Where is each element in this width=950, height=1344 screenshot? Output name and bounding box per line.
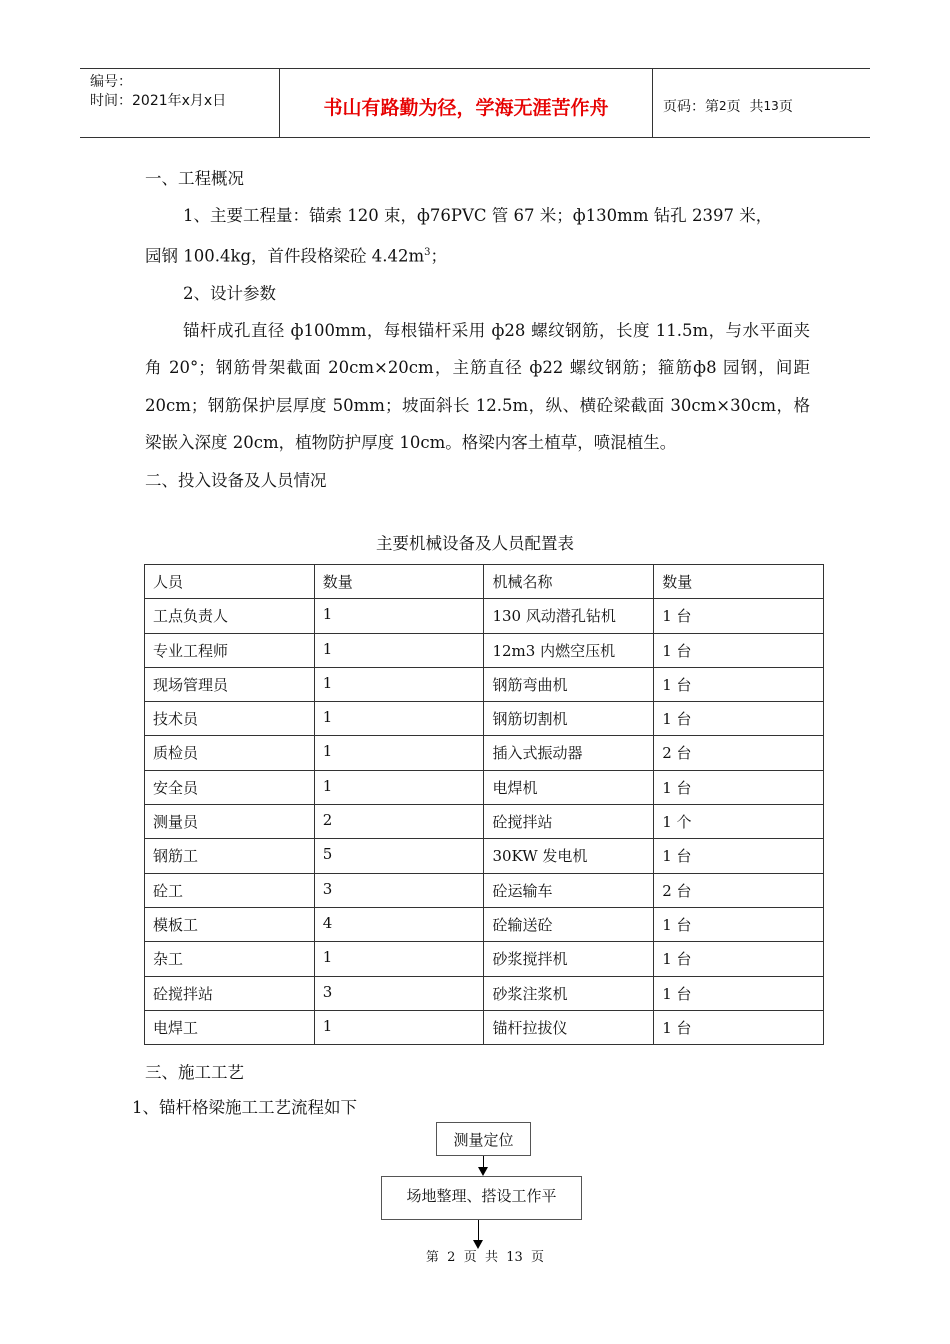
table-cell: 砼搅拌站	[484, 805, 654, 839]
table-row	[145, 599, 824, 633]
table-cell: 砼输送砼	[484, 907, 654, 941]
table-cell: 现场管理员	[145, 667, 315, 701]
table-cell: 130 风动潜孔钻机	[484, 599, 654, 633]
table-cell: 1	[314, 702, 484, 736]
table-cell: 30KW 发电机	[484, 839, 654, 873]
page-header	[80, 68, 870, 138]
table-cell: 1 台	[654, 702, 824, 736]
design-params-paragraph: 锚杆成孔直径 ф100mm，每根锚杆采用 ф28 螺纹钢筋，长度 11.5m，与水平面夹角 20°；钢筋骨架截面 20cm×20cm，主筋直径 ф22 螺纹钢筋；箍筋ф8 园钢，间距 20cm；钢筋保护层厚度 50mm；坡面斜长 12.5m，纵、横砼梁截面 30cm×30cm，格梁嵌入深度 20cm，植物防护厚度 10cm。格梁内客土植草，喷混植生。	[145, 320, 810, 452]
table-cell: 砼运输车	[484, 873, 654, 907]
flow-arrow-1	[478, 1167, 488, 1176]
table-cell: 3	[314, 976, 484, 1010]
flow-step-site-prep: 场地整理、搭设工作平	[381, 1176, 582, 1220]
page-label: 页码：第	[663, 99, 719, 115]
page-footer: 第 2 页 共 13 页	[425, 1250, 545, 1265]
header-cell: 数量	[654, 565, 824, 599]
table-row	[145, 873, 824, 907]
table-cell: 插入式振动器	[484, 736, 654, 770]
section-1-title: 一、工程概况	[145, 169, 244, 188]
s1-item1-line2-text: 园钢 100.4kg，首件段格梁砼 4.42m	[145, 246, 425, 266]
table-cell: 砂浆搅拌机	[484, 942, 654, 976]
table-row	[145, 770, 824, 804]
s1-item1-line2	[145, 234, 810, 275]
table-cell: 质检员	[145, 736, 315, 770]
table-cell: 5	[314, 839, 484, 873]
doc-number-label: 编号：	[90, 74, 132, 90]
table-cell: 2 台	[654, 873, 824, 907]
table-row	[145, 736, 824, 770]
table-cell: 1 台	[654, 1010, 824, 1044]
header-cell: 人员	[145, 565, 315, 599]
table-cell: 钢筋切割机	[484, 702, 654, 736]
table-title: 主要机械设备及人员配置表	[376, 534, 574, 553]
table-cell: 模板工	[145, 907, 315, 941]
table-cell: 锚杆拉拔仪	[484, 1010, 654, 1044]
s3-item1: 1、锚杆格梁施工工艺流程如下	[132, 1098, 357, 1117]
table-cell: 1 台	[654, 839, 824, 873]
table-cell: 1 个	[654, 805, 824, 839]
table-cell: 4	[314, 907, 484, 941]
table-row	[145, 839, 824, 873]
header-cell: 机械名称	[484, 565, 654, 599]
table-cell: 1 台	[654, 907, 824, 941]
table-cell: 1	[314, 1010, 484, 1044]
section-2-title: 二、投入设备及人员情况	[145, 470, 327, 490]
page-number: 2	[719, 99, 727, 113]
s1-item2: 2、设计参数	[183, 283, 276, 303]
table-cell: 1	[314, 633, 484, 667]
table-row	[145, 1010, 824, 1044]
table-cell: 砂浆注浆机	[484, 976, 654, 1010]
superscript-3: 3	[424, 247, 431, 258]
table-cell: 钢筋弯曲机	[484, 667, 654, 701]
table-cell: 2 台	[654, 736, 824, 770]
table-cell: 1 台	[654, 942, 824, 976]
table-row	[145, 976, 824, 1010]
table-header-row	[145, 565, 824, 599]
table-cell: 3	[314, 873, 484, 907]
config-table	[144, 564, 824, 1045]
table-cell: 技术员	[145, 702, 315, 736]
flow-step-survey: 测量定位	[436, 1122, 531, 1156]
doc-time-label: 时间：2021年x月x日	[90, 93, 227, 109]
table-cell: 钢筋工	[145, 839, 315, 873]
table-row	[145, 667, 824, 701]
table-cell: 1 台	[654, 976, 824, 1010]
table-cell: 1 台	[654, 633, 824, 667]
header-motto: 书山有路勤为径，学海无涯苦作舟	[280, 69, 653, 137]
table-cell: 1 台	[654, 599, 824, 633]
table-cell: 1 台	[654, 667, 824, 701]
table-cell: 电焊工	[145, 1010, 315, 1044]
table-row	[145, 702, 824, 736]
table-cell: 1 台	[654, 770, 824, 804]
table-row	[145, 907, 824, 941]
table-cell: 测量员	[145, 805, 315, 839]
table-row	[145, 942, 824, 976]
table-cell: 1	[314, 942, 484, 976]
table-cell: 工点负责人	[145, 599, 315, 633]
table-cell: 1	[314, 599, 484, 633]
table-cell: 12m3 内燃空压机	[484, 633, 654, 667]
table-cell: 安全员	[145, 770, 315, 804]
table-cell: 电焊机	[484, 770, 654, 804]
table-cell: 砼工	[145, 873, 315, 907]
s1-item1-line1: 1、主要工程量：锚索 120 束，ф76PVC 管 67 米；ф130mm 钻孔 2397 米，	[183, 206, 773, 225]
table-row	[145, 805, 824, 839]
table-row	[145, 633, 824, 667]
section-3-title: 三、施工工艺	[145, 1063, 244, 1082]
table-cell: 杂工	[145, 942, 315, 976]
table-cell: 1	[314, 736, 484, 770]
header-page-info	[653, 69, 870, 137]
flow-connector-2	[478, 1220, 479, 1240]
table-cell: 砼搅拌站	[145, 976, 315, 1010]
page-end: 页	[778, 99, 793, 115]
header-meta	[80, 69, 280, 137]
header-cell: 数量	[314, 565, 484, 599]
table-cell: 2	[314, 805, 484, 839]
table-cell: 1	[314, 770, 484, 804]
page-total: 13	[763, 99, 779, 113]
s1-item1-end: ；	[430, 246, 448, 266]
page-mid: 页 共	[726, 99, 764, 115]
table-cell: 1	[314, 667, 484, 701]
body-content	[145, 160, 810, 499]
table-cell: 专业工程师	[145, 633, 315, 667]
